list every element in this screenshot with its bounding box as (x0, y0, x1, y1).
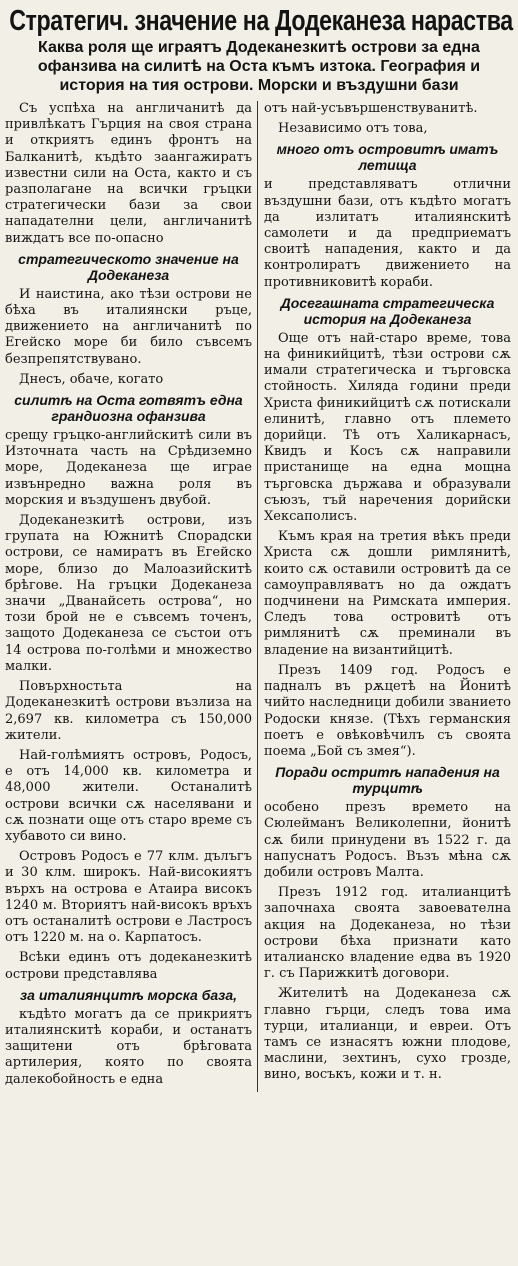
paragraph: Додеканезкитѣ острови, изъ групата на Южнитѣ Спорадски острови, се намиратъ въ Егейско море, близо до Малоазийскитѣ брѣгове. На гръцки Додеканеза значи „Дванайсеть острова“, но този брой не е съвсемъ точенъ, защото Додеканеза се състои отъ 14 острова по-голѣми и множество малки. (5, 513, 252, 674)
paragraph: Островъ Родосъ е 77 клм. дълъгъ и 30 клм. широкъ. Най-високиятъ върхъ на острова е Атаира високъ 1240 м. Вториятъ най-високъ връхъ отъ останалитѣ острови е Ластросъ отъ 1220 м. на о. Карпатосъ. (5, 849, 252, 946)
paragraph: особено презъ времето на Сюлейманъ Великолепни, йонитѣ сѫ били принудени въ 1522 г. да напуснатъ Родосъ. Възъ мѣна сѫ добили островъ Малта. (264, 800, 511, 880)
paragraph: И наистина, ако тѣзи острови не бѣха въ италиянски ръце, движението на англичанитѣ по Егейско море би било съвсемъ безпрепятствувано. (5, 286, 252, 367)
section-heading: силитѣ на Оста готвятъ една грандиозна офанзива (14, 392, 243, 425)
paragraph: Жителитѣ на Додеканеза сѫ главно гърци, следъ това има турци, италианци, и евреи. Отъ тамъ се изнасятъ южни плодове, маслини, зехтинъ, сухо грозде, вино, восъкъ, кожи и т. н. (264, 986, 511, 1083)
right-column (258, 101, 511, 1092)
paragraph: и представляватъ отлични въздушни бази, отъ къдѣто могатъ да излитатъ италиянскитѣ самолети и да предприематъ своитѣ нападения, както и да контролиратъ движението на противниковитѣ кораби. (264, 177, 511, 290)
paragraph: срещу гръцко-английскитѣ сили въ Източната часть на Срѣдиземно море, Додеканеза ще играе извънредно важна роля въ морския и въздушенъ двубой. (5, 428, 252, 508)
paragraph: Най-голѣмиятъ островъ, Родосъ, е отъ 14,000 кв. километра и 48,000 жители. Останалитѣ острови всички сѫ населявани и сѫ познати още отъ старо време съ хубавото си вино. (5, 747, 252, 844)
paragraph: Къмъ края на третия вѣкъ преди Христа сѫ дошли римлянитѣ, които сѫ оставили островитѣ да се самоуправляватъ но да ождатъ подчинени на Римската империя. Следъ това островитѣ отъ римлянитѣ сѫ преминали въ владение на византийцитѣ. (264, 529, 511, 658)
article-columns (5, 101, 513, 1092)
article-title: Стратегич. значение на Додеканеза нараства (9, 5, 513, 37)
paragraph: Всѣки единъ отъ додеканезкитѣ острови представлява (5, 950, 252, 982)
paragraph: Независимо отъ това, (278, 121, 428, 137)
left-column (5, 101, 258, 1092)
section-heading: за италиянцитѣ морска база, (20, 986, 237, 1003)
section-heading: Поради остритѣ нападения на турцитѣ (275, 764, 500, 797)
section-heading: стратегическото значение на Додеканеза (18, 250, 239, 283)
paragraph: Презъ 1912 год. италианцитѣ започнаха своята завоевателна акция на Додеканеза, но тѣзи острови бѣха признати като италианско владение едва въ 1920 г. съ Парижкитѣ договори. (264, 885, 511, 982)
paragraph: Презъ 1409 год. Родосъ е падналъ въ рѫцетѣ на Йонитѣ чийто наследници добили званието Родоски князе. (Тѣхъ германския поетъ е овѣковѣчилъ съ своята поема „Бой съ змея“). (264, 662, 511, 759)
paragraph: Съ успѣха на англичанитѣ да привлѣкатъ Гърция на своя страна и откриятъ единъ фронтъ на Балканитѣ, къдѣто заангажиратъ известни сили на Оста, както и съ разполагане на всички гръцки стратегически бази за свои нападателни цели, англичанитѣ виждатъ все по-опасно (5, 101, 252, 246)
paragraph: Днесъ, обаче, когато (19, 371, 164, 387)
section-heading: Досегашната стратегическа история на Додеканеза (280, 294, 495, 327)
paragraph: Повърхностьта на Додеканезкитѣ острови възлиза на 2,697 кв. километра съ 150,000 жители. (5, 679, 252, 743)
paragraph: отъ най-усъвършенствуванитѣ. (264, 101, 478, 116)
paragraph: Още отъ най-старо време, това на финикийцитѣ, тѣзи острови сѫ имали стратегическа и търговска стойность. Хиляда години преди Христа финикийцитѣ сѫ потискали елинитѣ, главно отъ племето дорийци. Тѣ отъ Халикарнасъ, Квидъ и Косъ сѫ направили пристанище на една мощна търговска държава и образували съюзъ, тъй наречения дорийски Хексаполисъ. (264, 330, 511, 525)
paragraph: къдѣто могатъ да се прикриятъ италиянскитѣ кораби, и останатъ защитени отъ брѣговата артилерия, която по своята далекобойность е една (5, 1006, 252, 1087)
article-subtitle: Каква роля ще играятъ Додеканезкитѣ острови за една офанзива на силитѣ на Оста къмъ изтока. География и история на тия острови. Морски и въздушни бази (37, 39, 481, 94)
section-heading: много отъ островитѣ иматъ летища (276, 141, 499, 174)
